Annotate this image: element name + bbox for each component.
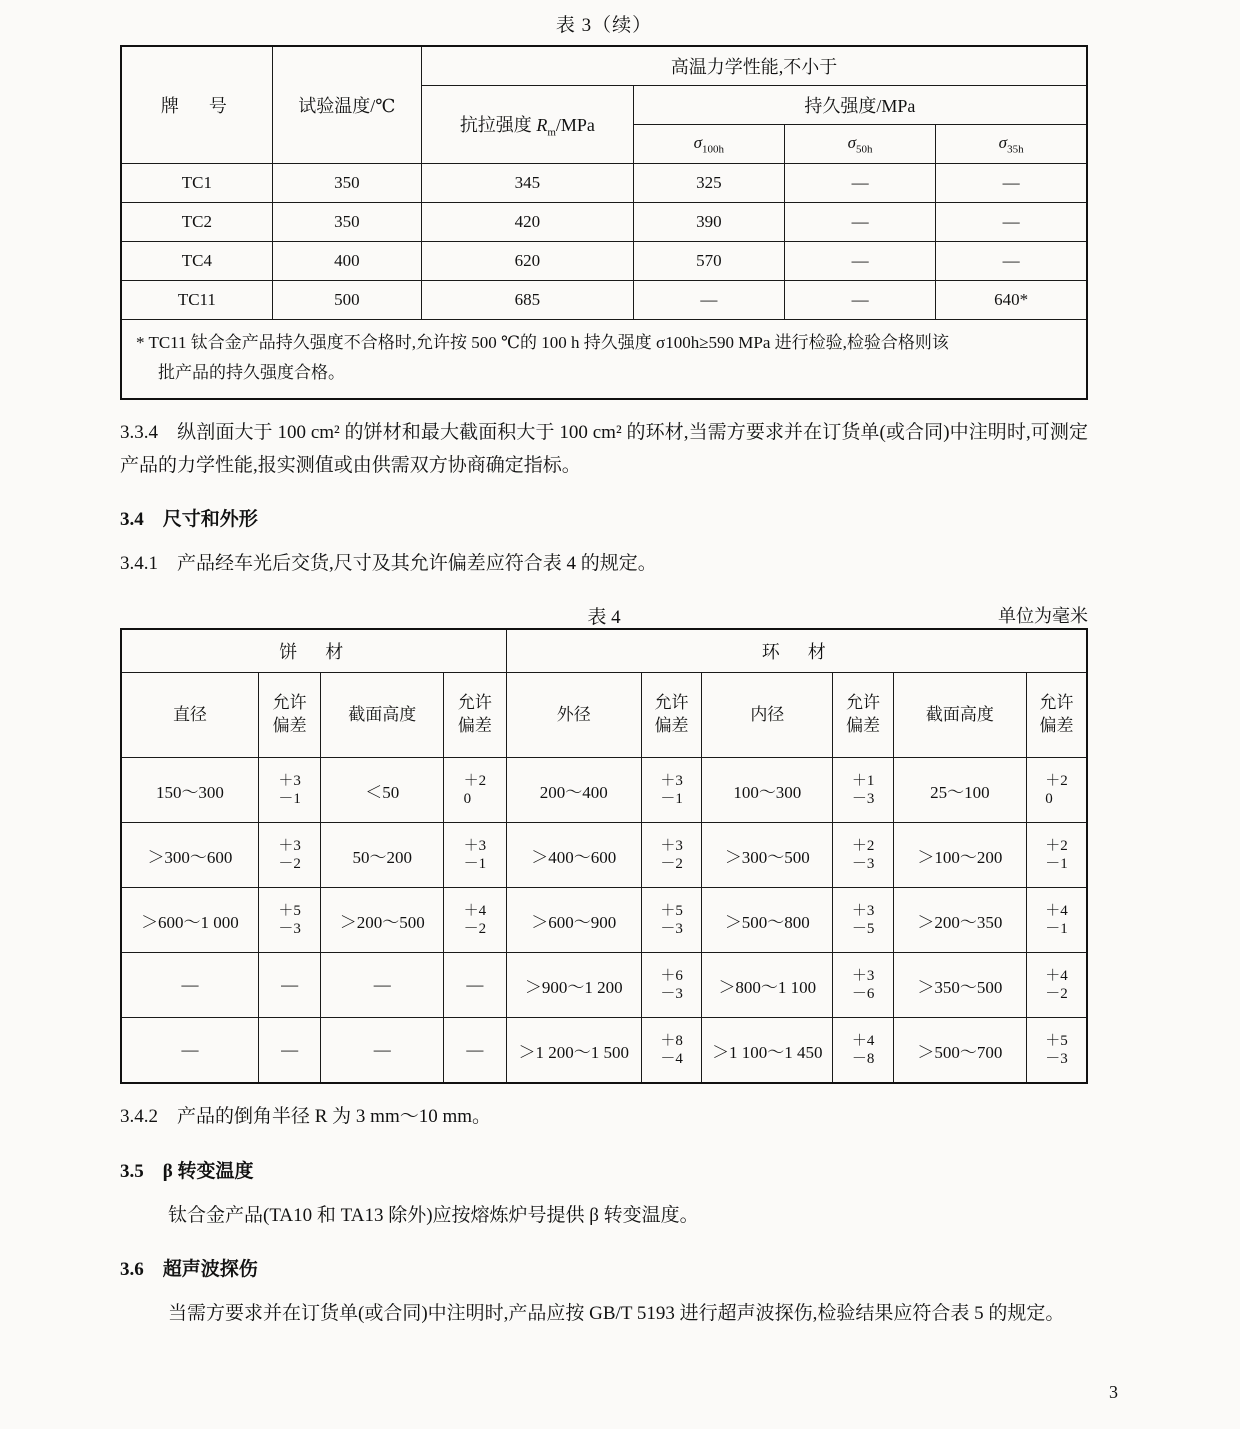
- table4-cell-tol1: ＋3 －2: [258, 823, 320, 888]
- table4-header-tol3: 允许 偏差: [641, 673, 701, 758]
- table-row: [121, 888, 1087, 953]
- section-3-6-body: 当需方要求并在订货单(或合同)中注明时,产品应按 GB/T 5193 进行超声波探伤,检验结果应符合表 5 的规定。: [168, 1302, 1065, 1324]
- table4-cell-tol4: ＋3 －5: [833, 888, 893, 953]
- table4-cell-tol3: ＋5 －3: [641, 888, 701, 953]
- table3-cell-brand: TC11: [121, 281, 272, 320]
- table3-cell-s50: —: [784, 203, 935, 242]
- table3-footnote-line2: 批产品的持久强度合格。: [158, 362, 345, 382]
- table-row: [121, 823, 1087, 888]
- table3-cell-tensile: 345: [421, 164, 633, 203]
- table3-cell-temp: 350: [272, 203, 421, 242]
- section-3-4-title: 3.4 尺寸和外形: [120, 509, 258, 530]
- table3-header-sigma35: $\sigma_{35h}$: [936, 125, 1087, 164]
- table4-cell-outer-diameter: ＞900～1 200: [506, 953, 641, 1018]
- table4-header-inner-diameter: 内径: [702, 673, 833, 758]
- table3-cell-tensile: 685: [421, 281, 633, 320]
- table4-cell-tol1: ＋3 －1: [258, 758, 320, 823]
- table3-header-high-temp: 高温力学性能,不小于: [421, 46, 1087, 86]
- table4-cell-tol2: ＋3 －1: [444, 823, 506, 888]
- table3-footnote-row: [121, 320, 1087, 399]
- table3-header-row-1: [121, 46, 1087, 86]
- section-3-4-2: 3.4.2 产品的倒角半径 R 为 3 mm～10 mm。: [120, 1106, 492, 1128]
- table4-cell-section-height: ＞200～500: [321, 888, 444, 953]
- section-3-4-1: 3.4.1 产品经车光后交货,尺寸及其允许偏差应符合表 4 的规定。: [120, 553, 657, 574]
- table4-header-ring-section-height: 截面高度: [893, 673, 1026, 758]
- table4-cell-outer-diameter: ＞600～900: [506, 888, 641, 953]
- table3-cell-s50: —: [784, 242, 935, 281]
- table3-cell-s50: —: [784, 164, 935, 203]
- table4-cell-section-height: —: [321, 953, 444, 1018]
- table4-cell-tol5: ＋2 －1: [1026, 823, 1087, 888]
- table4-cell-tol4: ＋2 －3: [833, 823, 893, 888]
- table4-cell-diameter: —: [121, 953, 258, 1018]
- section-3-5-title: 3.5 β 转变温度: [120, 1160, 254, 1182]
- table3-cell-brand: TC4: [121, 242, 272, 281]
- table3-header-tensile: 抗拉强度 $R_m$/MPa: [421, 86, 633, 164]
- table4-cell-tol4: ＋3 －6: [833, 953, 893, 1018]
- table4-group-cake: 饼 材: [121, 629, 506, 673]
- table4-cell-inner-diameter: 100～300: [702, 758, 833, 823]
- table4-cell-tol3: ＋3 －2: [641, 823, 701, 888]
- table4-cell-tol3: ＋6 －3: [641, 953, 701, 1018]
- table4-cell-section-height: 50～200: [321, 823, 444, 888]
- table4-group-row: [121, 629, 1087, 673]
- table3-cell-brand: TC2: [121, 203, 272, 242]
- table4-cell-tol5: ＋5 －3: [1026, 1018, 1087, 1084]
- section-3-3-4: 3.3.4 纵剖面大于 100 cm² 的饼材和最大截面积大于 100 cm² 的环材,当需方要求并在订货单(或合同)中注明时,可测定产品的力学性能,报实测值或由供需双方协商确定指标。: [120, 421, 1088, 476]
- table4-cell-tol1: —: [258, 953, 320, 1018]
- table4-cell-outer-diameter: 200～400: [506, 758, 641, 823]
- table4-cell-ring-section-height: ＞100～200: [893, 823, 1026, 888]
- table-row: [121, 281, 1087, 320]
- section-3-5-body: 钛合金产品(TA10 和 TA13 除外)应按熔炼炉号提供 β 转变温度。: [168, 1204, 699, 1226]
- table3-cell-s100: 570: [633, 242, 784, 281]
- table4-cell-ring-section-height: ＞500～700: [893, 1018, 1026, 1084]
- table3-cell-s35: —: [936, 242, 1087, 281]
- table4-cell-ring-section-height: 25～100: [893, 758, 1026, 823]
- table4-cell-tol4: ＋4 －8: [833, 1018, 893, 1084]
- table4-unit-note: 单位为毫米: [998, 606, 1088, 627]
- table4-cell-inner-diameter: ＞800～1 100: [702, 953, 833, 1018]
- table-row: [121, 953, 1087, 1018]
- table4-cell-tol4: ＋1 －3: [833, 758, 893, 823]
- table4-cell-section-height: ＜50: [321, 758, 444, 823]
- table4-cell-ring-section-height: ＞200～350: [893, 888, 1026, 953]
- table-row: [121, 242, 1087, 281]
- table3-cell-s100: 390: [633, 203, 784, 242]
- table4-cell-inner-diameter: ＞1 100～1 450: [702, 1018, 833, 1084]
- table4-cell-tol2: —: [444, 1018, 506, 1084]
- table4-header-tol4: 允许 偏差: [833, 673, 893, 758]
- table3-cell-s35: —: [936, 203, 1087, 242]
- table4-header-tol1: 允许 偏差: [258, 673, 320, 758]
- table4-cell-ring-section-height: ＞350～500: [893, 953, 1026, 1018]
- table4-cell-inner-diameter: ＞300～500: [702, 823, 833, 888]
- table3-cell-s35: —: [936, 164, 1087, 203]
- page-content: [120, 0, 1088, 1330]
- table3-cell-s50: —: [784, 281, 935, 320]
- table4-cell-tol3: ＋3 －1: [641, 758, 701, 823]
- table4-cell-diameter: —: [121, 1018, 258, 1084]
- table4-cell-section-height: —: [321, 1018, 444, 1084]
- table4-cell-diameter: ＞300～600: [121, 823, 258, 888]
- table4-cell-outer-diameter: ＞1 200～1 500: [506, 1018, 641, 1084]
- section-3-6-title: 3.6 超声波探伤: [120, 1258, 258, 1280]
- table4-header-diameter: 直径: [121, 673, 258, 758]
- table3-header-test-temp: 试验温度/℃: [272, 46, 421, 164]
- page-number: 3: [1109, 1382, 1118, 1402]
- table4: [120, 628, 1088, 1084]
- table3-header-brand: 牌 号: [121, 46, 272, 164]
- table3-footnote: [121, 320, 1087, 399]
- table3-cell-brand: TC1: [121, 164, 272, 203]
- table3-header-endurance: 持久强度/MPa: [633, 86, 1087, 125]
- table4-cell-outer-diameter: ＞400～600: [506, 823, 641, 888]
- table4-header-tol2: 允许 偏差: [444, 673, 506, 758]
- table4-cell-tol1: ＋5 －3: [258, 888, 320, 953]
- table4-cell-tol5: ＋4 －2: [1026, 953, 1087, 1018]
- table3-cell-tensile: 420: [421, 203, 633, 242]
- table4-header-tol5: 允许 偏差: [1026, 673, 1087, 758]
- table4-cell-inner-diameter: ＞500～800: [702, 888, 833, 953]
- table3-cell-s100: 325: [633, 164, 784, 203]
- table-row: [121, 1018, 1087, 1084]
- table3-cell-temp: 400: [272, 242, 421, 281]
- table3-cell-temp: 500: [272, 281, 421, 320]
- table4-cell-diameter: 150～300: [121, 758, 258, 823]
- table3: [120, 45, 1088, 400]
- table4-cell-diameter: ＞600～1 000: [121, 888, 258, 953]
- table3-footnote-line1: * TC11 钛合金产品持久强度不合格时,允许按 500 ℃的 100 h 持久强度 σ100h≥590 MPa 进行检验,检验合格则该: [136, 333, 949, 352]
- table4-header-row: [121, 673, 1087, 758]
- table3-cell-s35: 640*: [936, 281, 1087, 320]
- table3-header-sigma50: $\sigma_{50h}$: [784, 125, 935, 164]
- table4-cell-tol1: —: [258, 1018, 320, 1084]
- table4-caption-row: [120, 602, 1088, 628]
- table-row: [121, 164, 1087, 203]
- table3-cell-tensile: 620: [421, 242, 633, 281]
- table4-caption: 表 4: [587, 607, 621, 629]
- table-row: [121, 758, 1087, 823]
- table4-header-section-height: 截面高度: [321, 673, 444, 758]
- table-row: [121, 203, 1087, 242]
- table4-group-ring: 环 材: [506, 629, 1087, 673]
- table4-cell-tol5: ＋4 －1: [1026, 888, 1087, 953]
- table4-cell-tol5: ＋2 0: [1026, 758, 1087, 823]
- table3-caption: 表 3（续）: [555, 15, 653, 36]
- table3-cell-temp: 350: [272, 164, 421, 203]
- table4-cell-tol2: ＋4 －2: [444, 888, 506, 953]
- table4-cell-tol2: —: [444, 953, 506, 1018]
- table4-cell-tol3: ＋8 －4: [641, 1018, 701, 1084]
- table4-cell-tol2: ＋2 0: [444, 758, 506, 823]
- table4-header-outer-diameter: 外径: [506, 673, 641, 758]
- table3-header-sigma100: $\sigma_{100h}$: [633, 125, 784, 164]
- table3-cell-s100: —: [633, 281, 784, 320]
